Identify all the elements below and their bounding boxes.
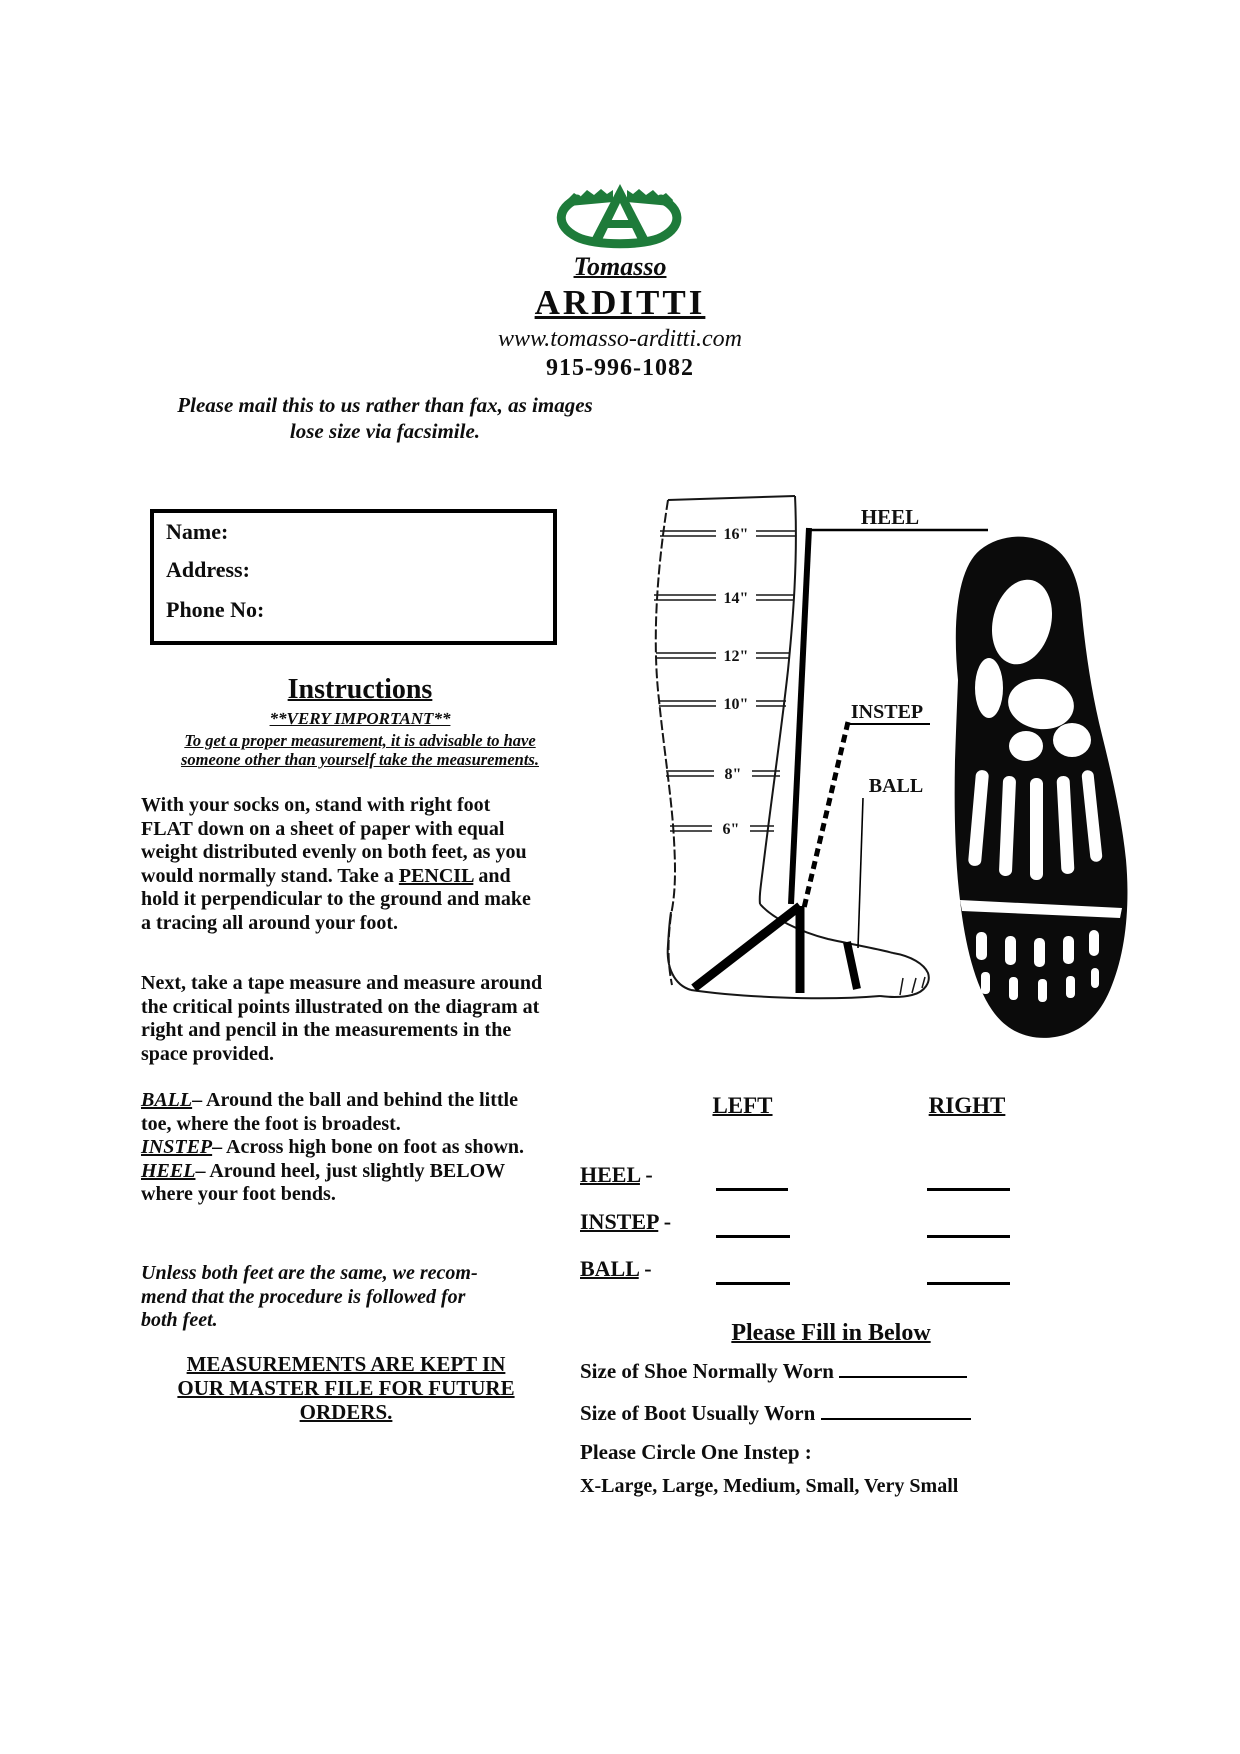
pencil-emphasis: PENCIL xyxy=(398,864,474,887)
instep-definition: INSTEP– Across high bone on foot as shown. xyxy=(141,1136,525,1159)
address-field-row[interactable] xyxy=(166,557,546,587)
right-column-header: RIGHT xyxy=(928,1093,1006,1118)
heel-definition: HEEL– Around heel, just slightly BELOW where your foot bends. xyxy=(141,1159,505,1206)
toes-outline xyxy=(880,953,929,997)
brand-script: Tomasso xyxy=(573,252,667,281)
measurement-advice: To get a proper measurement, it is advisable to have someone other than yourself take the measurements. xyxy=(181,731,539,769)
ball-right-blank[interactable] xyxy=(927,1256,1010,1285)
mail-instead-of-fax-note: Please mail this to us rather than fax, as images lose size via facsimile. xyxy=(177,393,593,443)
ball-measure-line xyxy=(847,942,857,989)
calf-front-edge xyxy=(760,496,796,904)
ball-pointer-line xyxy=(858,798,863,948)
ruler-8in-label: 8" xyxy=(724,766,742,783)
fill-in-below-title: Please Fill in Below xyxy=(731,1320,931,1346)
ruler-12in-label: 12" xyxy=(723,648,749,665)
heel-measure-band xyxy=(694,906,800,993)
boot-size-blank[interactable] xyxy=(821,1398,971,1420)
instep-measure-line xyxy=(804,722,848,908)
tracing-instructions-paragraph: With your socks on, stand with right foot FLAT down on a sheet of paper with equal weight distributed evenly on both feet, as you would normally stand. Take a PENCIL and hold it perpendicular to the ground and make a tracing all around your foot. xyxy=(141,794,531,934)
left-column-header: LEFT xyxy=(712,1093,773,1118)
circle-instep-label: Please Circle One Instep : xyxy=(580,1440,812,1464)
instep-measure-row: INSTEP - xyxy=(0,1209,1240,1239)
boot-size-row xyxy=(580,1398,1060,1426)
contact-info-box xyxy=(150,509,557,645)
phone-field-row[interactable] xyxy=(166,597,546,627)
instep-left-blank[interactable] xyxy=(716,1209,790,1238)
foot-top-edge xyxy=(760,904,893,953)
heel-left-blank[interactable] xyxy=(716,1162,788,1191)
heel-measure-row: HEEL - xyxy=(0,1162,1240,1192)
ruler-16in-label: 16" xyxy=(723,526,749,543)
shoe-size-blank[interactable] xyxy=(839,1356,967,1378)
ball-measure-row: BALL - xyxy=(0,1256,1240,1286)
very-important-note: **VERY IMPORTANT** xyxy=(269,709,451,728)
shoe-size-row xyxy=(580,1356,1060,1384)
diagram-instep-label: INSTEP xyxy=(850,701,924,723)
ruler-10in-label: 10" xyxy=(723,696,749,713)
ball-definition: BALL– Around the ball and behind the little toe, where the foot is broadest. xyxy=(141,1089,518,1135)
heel-right-blank[interactable] xyxy=(927,1162,1010,1191)
address-label: Address: xyxy=(166,557,250,582)
crocodile-emblem-icon xyxy=(547,178,693,250)
foot-bottom-edge xyxy=(691,990,880,998)
foot-bones-illustration xyxy=(955,537,1128,1038)
name-field-row[interactable] xyxy=(166,519,546,549)
boot-size-label: Size of Boot Usually Worn xyxy=(580,1401,816,1425)
both-feet-note: Unless both feet are the same, we recom- mend that the procedure is followed for both feet. xyxy=(141,1262,478,1332)
foot-measurement-diagram xyxy=(560,440,1150,1050)
letterhead xyxy=(420,178,820,382)
toe-separations xyxy=(900,977,925,995)
diagram-ball-label: BALL xyxy=(868,775,924,797)
brand-name: ARDITTI xyxy=(534,283,706,322)
name-label: Name: xyxy=(166,519,229,544)
ruler-14in-label: 14" xyxy=(723,590,749,607)
ball-left-blank[interactable] xyxy=(716,1256,790,1285)
instep-right-blank[interactable] xyxy=(927,1209,1010,1238)
diagram-heel-label: HEEL xyxy=(860,505,920,529)
phone-label: Phone No: xyxy=(166,597,265,622)
heel-curve xyxy=(668,912,691,990)
website-url: www.tomasso-arditti.com xyxy=(497,326,743,352)
instructions-title: Instructions xyxy=(287,674,433,705)
shoe-size-label: Size of Shoe Normally Worn xyxy=(580,1359,834,1383)
ruler-6in-label: 6" xyxy=(722,821,740,838)
calf-back-edge xyxy=(656,500,675,985)
tape-measure-paragraph: Next, take a tape measure and measure around the critical points illustrated on the diagram at right and pencil in the measurements in the space provided. xyxy=(141,972,543,1065)
instructions-header xyxy=(140,674,580,769)
calf-top-edge xyxy=(668,496,795,500)
instep-options[interactable]: X-Large, Large, Medium, Small, Very Small xyxy=(580,1475,959,1497)
phone-number: 915-996-1082 xyxy=(546,355,694,381)
master-file-note: MEASUREMENTS ARE KEPT IN OUR MASTER FILE FOR FUTURE ORDERS. xyxy=(177,1352,515,1424)
